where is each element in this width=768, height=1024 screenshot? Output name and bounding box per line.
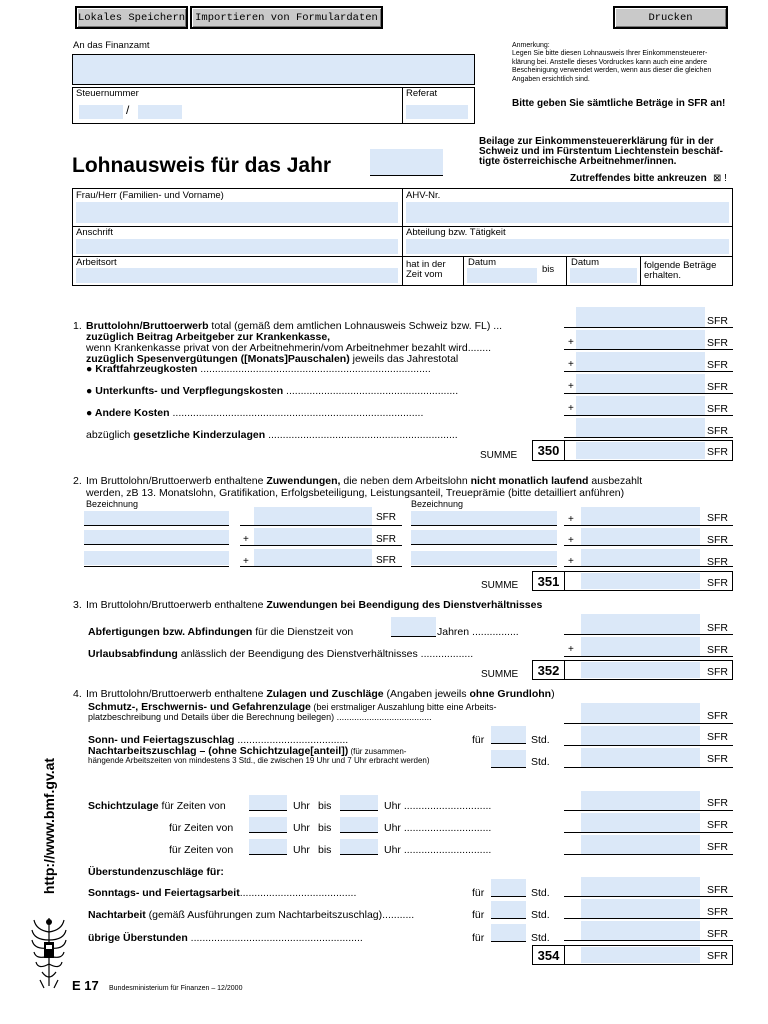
s4-sonntag-std-input[interactable] <box>491 879 526 896</box>
s2-bez-right-1[interactable] <box>411 511 557 525</box>
referat-input[interactable] <box>406 105 468 119</box>
s4-ueber-title: Überstundenzuschläge für: <box>88 866 224 878</box>
s4-schicht-from-1[interactable] <box>249 795 287 810</box>
s4-sez-line2: platzbeschreibung und Details über die Berechnung beilegen) ...................................... <box>88 712 432 722</box>
s4-sfr-schicht-1: SFR <box>707 797 728 809</box>
s1-sfr-3: SFR <box>707 359 728 371</box>
s4-nachtarbeit-std: Std. <box>531 909 550 921</box>
finanzamt-label: An das Finanzamt <box>73 40 150 51</box>
s3-sfr-sum: SFR <box>707 666 728 678</box>
s4-sonn-fuer: für <box>472 734 485 746</box>
s1-line3: wenn Krankenkasse privat von der Arbeitnehmerin/vom Arbeitnehmer bezahlt wird........ <box>86 342 492 354</box>
s1-plus-2: + <box>568 337 574 348</box>
beilage-line-2: Schweiz und im Fürstentum Liechtenstein beschäf- <box>479 146 723 157</box>
s4-schicht-from-2[interactable] <box>249 817 287 832</box>
s2-bez-left-3[interactable] <box>84 551 229 565</box>
s4-schicht-to-2[interactable] <box>340 817 378 832</box>
s2-amt-left-1[interactable] <box>254 507 372 525</box>
note-line-1: Legen Sie bitte diesen Lohnausweis Ihrer Einkommensteuerer- <box>512 50 708 57</box>
s3-sum-input[interactable] <box>581 662 700 678</box>
s3-jahren: Jahren ................ <box>437 626 519 638</box>
s1-line1: Bruttolohn/Bruttoerwerb total (gemäß dem amtlichen Lohnausweis Schweiz bzw. FL) ... <box>86 320 503 332</box>
s1-plus-3: + <box>568 359 574 370</box>
s4-sfr-uebrige: SFR <box>707 928 728 940</box>
finanzamt-input[interactable] <box>72 54 475 85</box>
zeit-label-2: Zeit vom <box>406 269 443 280</box>
beilage-line-3: tigte österreichische Arbeitnehmer/innen. <box>479 156 677 167</box>
s2-sfr-left-2: SFR <box>376 534 396 545</box>
s4-uhr-3: Uhr <box>293 844 310 856</box>
s2-plus-left-3: + <box>243 556 249 567</box>
s4-schicht-zeiten-3: für Zeiten von <box>169 844 234 856</box>
s1-amount-5[interactable] <box>576 396 705 415</box>
note-line-4: Angaben ersichtlich sind. <box>512 75 590 83</box>
ahv-label: AHV-Nr. <box>406 190 441 201</box>
s4-uebrige: übrige Überstunden ........................................................... <box>88 932 363 944</box>
datum-from-input[interactable] <box>467 268 537 283</box>
steuernummer-input-2[interactable] <box>138 105 182 119</box>
s4-nacht-amount[interactable] <box>581 748 700 767</box>
bis-label: bis <box>542 264 555 275</box>
s2-sfr-right-2: SFR <box>707 534 728 546</box>
s4-sfr-schicht-3: SFR <box>707 841 728 853</box>
s4-nachtarbeit-amount[interactable] <box>581 899 700 918</box>
s2-amt-right-1[interactable] <box>581 507 700 525</box>
s4-sfr-sonntag: SFR <box>707 884 728 896</box>
page-title: Lohnausweis für das Jahr <box>72 154 332 177</box>
steuernummer-input-1[interactable] <box>79 105 123 119</box>
s4-uhr-2: Uhr <box>293 822 310 834</box>
s4-sonntag-std: Std. <box>531 887 550 899</box>
s2-line2: werden, zB 13. Monatslohn, Gratifikation, Erfolgsbeteiligung, Leistungsanteil, Treueprämie (bitte detailliert anführen) <box>86 487 625 499</box>
s2-plus-right-1: + <box>568 514 574 525</box>
s1-sfr-5: SFR <box>707 403 728 415</box>
s4-bis-2: bis <box>318 822 332 834</box>
ankreuzen-note: Zutreffendes bitte ankreuzen <box>570 173 707 184</box>
s4-uhr-dots-2: Uhr .............................. <box>384 822 492 834</box>
s2-number: 2. <box>73 475 82 487</box>
s2-code: 351 <box>532 571 565 591</box>
form-id: E 17 <box>72 978 99 993</box>
s4-sfr-nacht: SFR <box>707 753 728 765</box>
s4-uebrige-fuer: für <box>472 932 485 944</box>
s1-sum-input[interactable] <box>576 442 705 459</box>
s4-nacht: Nachtarbeitszuschlag – (ohne Schichtzulage[anteil]) (für zusammen- <box>88 745 407 757</box>
s4-schicht-amount-2[interactable] <box>581 813 700 832</box>
s4-uebrige-std: Std. <box>531 932 550 944</box>
s2-sfr-right-3: SFR <box>707 556 728 568</box>
s4-sonntag-amount[interactable] <box>581 877 700 896</box>
print-button[interactable]: Drucken <box>613 6 728 29</box>
s1-number: 1. <box>73 320 82 332</box>
s1-amount-3[interactable] <box>576 352 705 371</box>
s4-sez-amount[interactable] <box>581 703 700 723</box>
s1-sfr-1: SFR <box>707 315 728 327</box>
s4-code: 354 <box>532 945 565 965</box>
s2-sfr-left-3: SFR <box>376 555 396 566</box>
s4-sonntag-fuer: für <box>472 887 485 899</box>
s2-bez-left-label: Bezeichnung <box>86 499 139 509</box>
note-line-3: Bescheinigung verwendet werden, wenn aus dieser die gleichen <box>512 67 712 74</box>
s1-sfr-6: SFR <box>707 425 728 437</box>
s4-sonn-amount[interactable] <box>581 726 700 745</box>
s3-code: 352 <box>532 660 565 680</box>
note-title: Anmerkung: <box>512 42 550 49</box>
steuernummer-label: Steuernummer <box>76 88 139 99</box>
s2-plus-left-2: + <box>243 534 249 545</box>
s1-plus-5: + <box>568 403 574 414</box>
s4-nachtarbeit: Nachtarbeit (gemäß Ausführungen zum Nachtarbeitszuschlag)........... <box>88 909 415 921</box>
name-input[interactable] <box>76 202 398 223</box>
s3-jahre-input[interactable] <box>391 617 436 636</box>
year-input[interactable] <box>370 149 443 175</box>
s4-sfr-sum: SFR <box>707 950 728 962</box>
s2-bez-left-1[interactable] <box>84 511 229 525</box>
s3-amount-1[interactable] <box>581 614 700 634</box>
s3-amount-2[interactable] <box>581 637 700 656</box>
s4-sonn-std: Std. <box>531 734 550 746</box>
anschrift-input[interactable] <box>76 239 398 254</box>
s4-bis-1: bis <box>318 800 332 812</box>
s1-andere: ● Andere Kosten ...................................................................................... <box>86 407 424 419</box>
zeit-label-1: hat in der <box>406 259 446 270</box>
s2-plus-right-3: + <box>568 556 574 567</box>
s4-sfr-sonn: SFR <box>707 731 728 743</box>
s4-nacht-std: Std. <box>531 756 550 768</box>
checkbox-icon: ⊠ ! <box>713 173 727 184</box>
folgende-label-1: folgende Beträge <box>644 260 717 271</box>
s4-sfr-schicht-2: SFR <box>707 819 728 831</box>
bmf-url: http://www.bmf.gv.at <box>41 757 57 895</box>
s2-amt-left-2[interactable] <box>254 528 372 545</box>
s1-kinder: abzüglich gesetzliche Kinderzulagen ................................................................. <box>86 429 458 441</box>
s4-sonntag: Sonntags- und Feiertagsarbeit........................................ <box>88 887 357 899</box>
s4-schicht-zeiten-2: für Zeiten von <box>169 822 234 834</box>
abteilung-input[interactable] <box>406 239 729 254</box>
s4-schicht-amount-1[interactable] <box>581 791 700 810</box>
s1-code: 350 <box>532 440 565 461</box>
s1-plus-4: + <box>568 381 574 392</box>
s4-line1: Im Bruttolohn/Bruttoerwerb enthaltene Zulagen und Zuschläge (Angaben jeweils ohne Grundlohn) <box>86 688 555 700</box>
s4-uebrige-std-input[interactable] <box>491 924 526 941</box>
s3-url: Urlaubsabfindung anlässlich der Beendigung des Dienstverhältnisses .................. <box>88 648 474 660</box>
s4-bis-3: bis <box>318 844 332 856</box>
s2-plus-right-2: + <box>568 535 574 546</box>
austrian-eagle-icon <box>30 912 68 992</box>
s4-nacht-std-input[interactable] <box>491 750 526 767</box>
s1-amount-2[interactable] <box>576 330 705 349</box>
s1-amount-6[interactable] <box>576 418 705 437</box>
s4-schicht-to-1[interactable] <box>340 795 378 810</box>
datum-to-input[interactable] <box>570 268 637 283</box>
s4-sonn: Sonn- und Feiertagszuschlag ...................................... <box>88 734 349 746</box>
s4-nacht-line2: hängende Arbeitszeiten von mindestens 3 Std., die zwischen 19 Uhr und 7 Uhr erbracht werden) <box>88 756 430 765</box>
s4-sum-input[interactable] <box>581 947 700 963</box>
note-line-2: klärung bei. Anstelle dieses Vordruckes kann auch eine andere <box>512 58 707 66</box>
s1-line2: zuzüglich Beitrag Arbeitgeber zur Krankenkasse, <box>86 331 331 343</box>
s3-plus-2: + <box>568 644 574 655</box>
s3-sfr-1: SFR <box>707 622 728 634</box>
s4-number: 4. <box>73 688 82 700</box>
s4-schicht: Schichtzulage für Zeiten von <box>88 800 226 812</box>
s3-abf: Abfertigungen bzw. Abfindungen für die Dienstzeit von <box>88 626 354 638</box>
s3-sfr-2: SFR <box>707 644 728 656</box>
s1-amount-1[interactable] <box>576 307 705 327</box>
arbeitsort-label: Arbeitsort <box>76 257 117 268</box>
arbeitsort-input[interactable] <box>76 268 398 283</box>
folgende-label-2: erhalten. <box>644 270 681 281</box>
datum-from-label: Datum <box>468 257 496 268</box>
s4-schicht-to-3[interactable] <box>340 839 378 854</box>
s1-kfz: ● Kraftfahrzeugkosten ............................................................................... <box>86 363 431 375</box>
s4-sfr-nachtarbeit: SFR <box>707 906 728 918</box>
s2-amt-right-3[interactable] <box>581 549 700 566</box>
s4-uhr-1: Uhr <box>293 800 310 812</box>
s2-bez-right-label: Bezeichnung <box>411 499 464 509</box>
s3-summe: SUMME <box>481 669 519 680</box>
s3-number: 3. <box>73 599 82 611</box>
s4-schicht-amount-3[interactable] <box>581 835 700 854</box>
s2-amt-right-2[interactable] <box>581 528 700 545</box>
abteilung-label: Abteilung bzw. Tätigkeit <box>406 227 506 238</box>
s2-bez-right-3[interactable] <box>411 551 557 565</box>
s1-summe: SUMME <box>480 450 518 461</box>
s4-sez: Schmutz-, Erschwernis- und Gefahrenzulage (bei erstmaliger Auszahlung bitte eine Arbeits- <box>88 701 497 713</box>
s2-bez-right-2[interactable] <box>411 530 557 544</box>
s4-schicht-from-3[interactable] <box>249 839 287 854</box>
s4-nachtarbeit-fuer: für <box>472 909 485 921</box>
s1-uv: ● Unterkunfts- und Verpflegungskosten ........................................................... <box>86 385 459 397</box>
s4-uhr-dots-3: Uhr .............................. <box>384 844 492 856</box>
name-label: Frau/Herr (Familien- und Vorname) <box>76 190 224 201</box>
s2-sfr-sum: SFR <box>707 577 728 589</box>
sfr-note: Bitte geben Sie sämtliche Beträge in SFR an! <box>512 98 726 109</box>
s1-sfr-sum: SFR <box>707 446 728 458</box>
referat-label: Referat <box>406 88 438 99</box>
s4-sonn-std-input[interactable] <box>491 726 526 743</box>
s3-line1: Im Bruttolohn/Bruttoerwerb enthaltene Zuwendungen bei Beendigung des Dienstverhältnisses <box>86 599 543 611</box>
s4-uhr-dots-1: Uhr .............................. <box>384 800 492 812</box>
steuernummer-slash: / <box>126 103 130 117</box>
s2-sfr-left-1: SFR <box>376 512 396 523</box>
anschrift-label: Anschrift <box>76 227 113 238</box>
s2-bez-left-2[interactable] <box>84 530 229 544</box>
save-local-button[interactable]: Lokales Speichern <box>75 6 188 29</box>
s1-amount-4[interactable] <box>576 374 705 393</box>
s4-nachtarbeit-std-input[interactable] <box>491 901 526 918</box>
beilage-line-1: Beilage zur Einkommensteuererklärung für in der <box>479 136 714 147</box>
ministry-footer: Bundesministerium für Finanzen – 12/2000 <box>109 985 243 992</box>
s2-sum-input[interactable] <box>581 573 700 589</box>
s4-uebrige-amount[interactable] <box>581 921 700 940</box>
import-form-data-button[interactable]: Importieren von Formulardaten <box>190 6 383 29</box>
s2-amt-left-3[interactable] <box>254 549 372 566</box>
s2-summe: SUMME <box>481 580 519 591</box>
s4-sfr-sez: SFR <box>707 710 728 722</box>
s1-line4: zuzüglich Spesenvergütungen ([Monats]Pauschalen) jeweils das Jahrestotal <box>86 353 459 365</box>
s1-sfr-4: SFR <box>707 381 728 393</box>
ahv-input[interactable] <box>406 202 729 223</box>
datum-to-label: Datum <box>571 257 599 268</box>
s2-line1: Im Bruttolohn/Bruttoerwerb enthaltene Zuwendungen, die neben dem Arbeitslohn nicht monatlich laufend ausbezahlt <box>86 475 643 487</box>
s1-sfr-2: SFR <box>707 337 728 349</box>
s2-sfr-right-1: SFR <box>707 512 728 524</box>
